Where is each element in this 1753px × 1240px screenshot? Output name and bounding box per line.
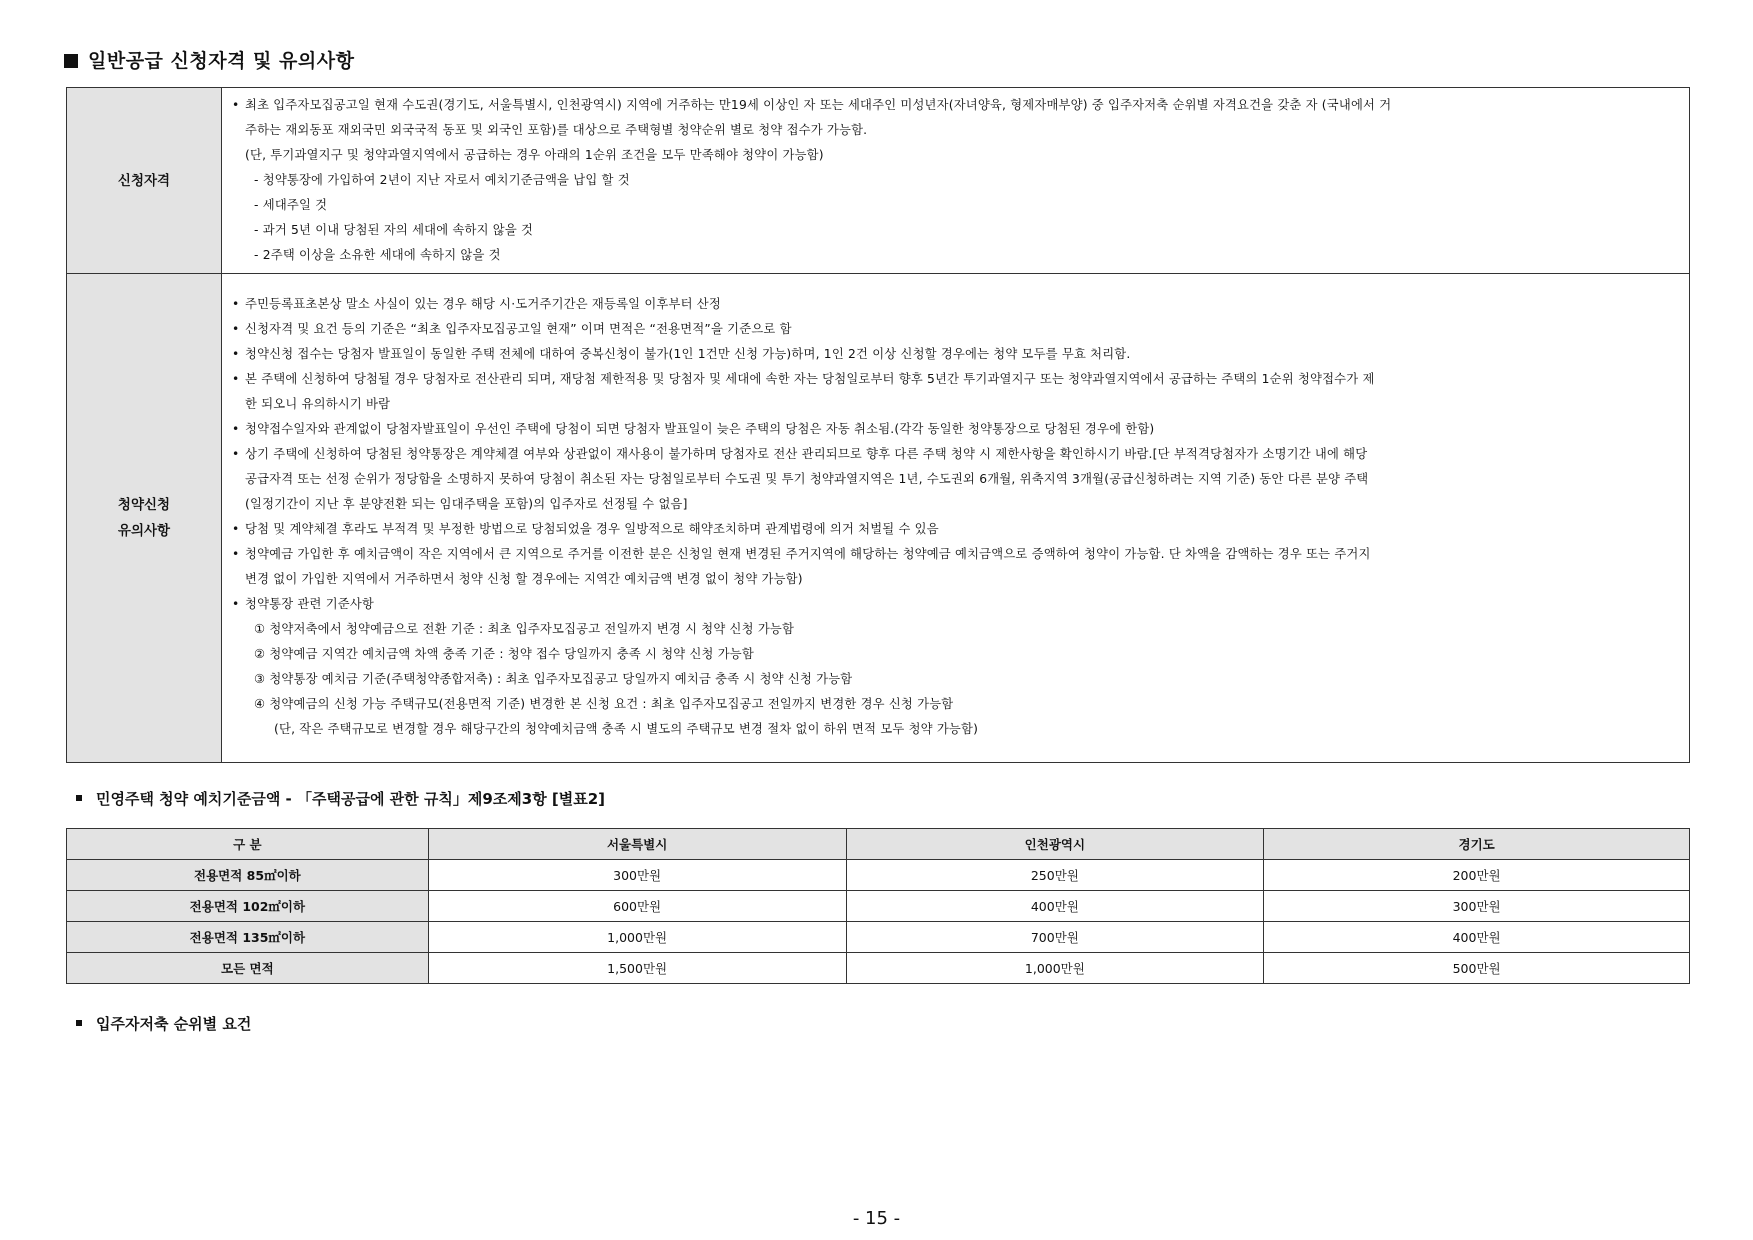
ranking-title: 입주자저축 순위별 요건 (76, 1013, 251, 1034)
header-seoul: 서울특별시 (428, 829, 846, 860)
square-bullet-icon (76, 1020, 82, 1026)
header-category: 구 분 (67, 829, 429, 860)
text-line: 공급자격 또는 선정 순위가 정당함을 소명하지 못하여 당첨이 취소된 자는 당첨일로부터 수도권 및 투기 청약과열지역은 1년, 수도권외 6개월, 위축지역 3개월(공급신청하려는 지역 기준) 동안 다른 분양 주택 (245, 472, 1369, 486)
cell-gyeonggi: 500만원 (1264, 953, 1690, 984)
cell-incheon: 1,000만원 (846, 953, 1264, 984)
cell-seoul: 1,000만원 (428, 922, 846, 953)
cell-gyeonggi: 400만원 (1264, 922, 1690, 953)
text-line: 한 되오니 유의하시기 바람 (245, 397, 391, 411)
text-line: ① 청약저축에서 청약예금으로 전환 기준 : 최초 입주자모집공고 전일까지 변경 시 청약 신청 가능함 (254, 622, 795, 636)
row-label: 전용면적 102㎡이하 (67, 891, 429, 922)
cell-seoul: 600만원 (428, 891, 846, 922)
table-row (67, 860, 1690, 891)
text-line: (단, 작은 주택규모로 변경할 경우 해당구간의 청약예치금액 충족 시 별도의 주택규모 변경 절차 없이 하위 면적 모두 청약 가능함) (274, 722, 979, 736)
cell-gyeonggi: 200만원 (1264, 860, 1690, 891)
text-line: 변경 없이 가입한 지역에서 거주하면서 청약 신청 할 경우에는 지역간 예치금액 변경 없이 청약 가능함) (245, 572, 803, 586)
eligibility-row (67, 88, 1690, 274)
notes-row (67, 274, 1690, 763)
bullet-item: • 본 주택에 신청하여 당첨될 경우 당첨자로 전산관리 되며, 재당첨 제한적용 및 당첨자 및 세대에 속한 자는 당첨일로부터 향후 5년간 투기과열지구 또는 청약과열지역에서 공급하는 주택의 1순위 청약접수가 제 (232, 367, 1679, 392)
text-line: 주하는 재외동포 재외국민 외국국적 동포 및 외국인 포함)를 대상으로 주택형별 청약순위 별로 청약 접수가 가능함. (245, 123, 868, 137)
text-line: - 2주택 이상을 소유한 세대에 속하지 않을 것 (254, 248, 501, 262)
text-line: ② 청약예금 지역간 예치금액 차액 충족 기준 : 청약 접수 당일까지 충족 시 청약 신청 가능함 (254, 647, 754, 661)
row-label: 전용면적 85㎡이하 (67, 860, 429, 891)
deposit-header-row (67, 829, 1690, 860)
notes-content (222, 274, 1690, 763)
text-line: ③ 청약통장 예치금 기준(주택청약종합저축) : 최초 입주자모집공고 당일까지 예치금 충족 시 청약 신청 가능함 (254, 672, 853, 686)
bullet-item: • 청약접수일자와 관계없이 당첨자발표일이 우선인 주택에 당첨이 되면 당첨자 발표일이 늦은 주택의 당첨은 자동 취소됨.(각각 동일한 청약통장으로 당첨된 경우에 한함) (232, 417, 1679, 442)
bullet-item: • 당첨 및 계약체결 후라도 부적격 및 부정한 방법으로 당첨되었을 경우 일방적으로 해약조치하며 관계법령에 의거 처벌될 수 있음 (232, 517, 1679, 542)
cell-incheon: 250만원 (846, 860, 1264, 891)
bullet-item: • 최초 입주자모집공고일 현재 수도권(경기도, 서울특별시, 인천광역시) 지역에 거주하는 만19세 이상인 자 또는 세대주인 미성년자(자녀양육, 형제자매부양) 중 입주자저축 순위별 자격요건을 갖춘 자 (국내에서 거 (232, 93, 1679, 118)
table-row (67, 953, 1690, 984)
deposit-table (66, 828, 1690, 984)
cell-seoul: 1,500만원 (428, 953, 846, 984)
text-line: - 청약통장에 가입하여 2년이 지난 자로서 예치기준금액을 납입 할 것 (254, 173, 630, 187)
page-number: - 15 - (852, 1208, 901, 1229)
eligibility-label: 신청자격 (67, 88, 222, 274)
eligibility-content (222, 88, 1690, 274)
cell-gyeonggi: 300만원 (1264, 891, 1690, 922)
cell-incheon: 700만원 (846, 922, 1264, 953)
table-row (67, 922, 1690, 953)
bullet-item: • 청약예금 가입한 후 예치금액이 작은 지역에서 큰 지역으로 주거를 이전한 분은 신청일 현재 변경된 주거지역에 해당하는 청약예금 예치금액으로 증액하여 청약이 가능함. 단 차액을 감액하는 경우 또는 주거지 (232, 542, 1679, 567)
bullet-item: • 신청자격 및 요건 등의 기준은 “최초 입주자모집공고일 현재” 이며 면적은 “전용면적”을 기준으로 함 (232, 317, 1679, 342)
notes-label-line1: 청약신청 (117, 497, 171, 513)
header-incheon: 인천광역시 (846, 829, 1264, 860)
bullet-item: • 상기 주택에 신청하여 당첨된 청약통장은 계약체결 여부와 상관없이 재사용이 불가하며 당첨자로 전산 관리되므로 향후 다른 주택 청약 시 제한사항을 확인하시기 바람.[단 부적격당첨자가 소명기간 내에 해당 (232, 442, 1679, 467)
eligibility-table (66, 87, 1690, 763)
text-line: - 세대주일 것 (254, 198, 328, 212)
text-line: - 과거 5년 이내 당첨된 자의 세대에 속하지 않을 것 (254, 223, 534, 237)
header-gyeonggi: 경기도 (1264, 829, 1690, 860)
notes-lines (232, 292, 1679, 742)
bullet-item: • 청약통장 관련 기준사항 (232, 592, 1679, 617)
row-label: 모든 면적 (67, 953, 429, 984)
square-bullet-icon (76, 795, 82, 801)
square-bullet-icon (64, 54, 78, 68)
text-line: (단, 투기과열지구 및 청약과열지역에서 공급하는 경우 아래의 1순위 조건을 모두 만족해야 청약이 가능함) (245, 148, 824, 162)
notes-label (67, 274, 222, 763)
notes-label-line2: 유의사항 (117, 523, 171, 539)
cell-incheon: 400만원 (846, 891, 1264, 922)
text-line: (일정기간이 지난 후 분양전환 되는 임대주택을 포함)의 입주자로 선정될 수 없음] (245, 497, 688, 511)
section-title: 일반공급 신청자격 및 유의사항 (64, 46, 354, 73)
deposit-title: 민영주택 청약 예치기준금액 - 「주택공급에 관한 규칙」제9조제3항 [별표2] (76, 788, 605, 809)
row-label: 전용면적 135㎡이하 (67, 922, 429, 953)
text-line: ④ 청약예금의 신청 가능 주택규모(전용면적 기준) 변경한 본 신청 요건 : 최초 입주자모집공고 전일까지 변경한 경우 신청 가능함 (254, 697, 954, 711)
bullet-item: • 청약신청 접수는 당첨자 발표일이 동일한 주택 전체에 대하여 중복신청이 불가(1인 1건만 신청 가능)하며, 1인 2건 이상 신청할 경우에는 청약 모두를 무효 처리함. (232, 342, 1679, 367)
cell-seoul: 300만원 (428, 860, 846, 891)
table-row (67, 891, 1690, 922)
eligibility-lines (232, 93, 1679, 268)
bullet-item: • 주민등록표초본상 말소 사실이 있는 경우 해당 시·도거주기간은 재등록일 이후부터 산정 (232, 292, 1679, 317)
